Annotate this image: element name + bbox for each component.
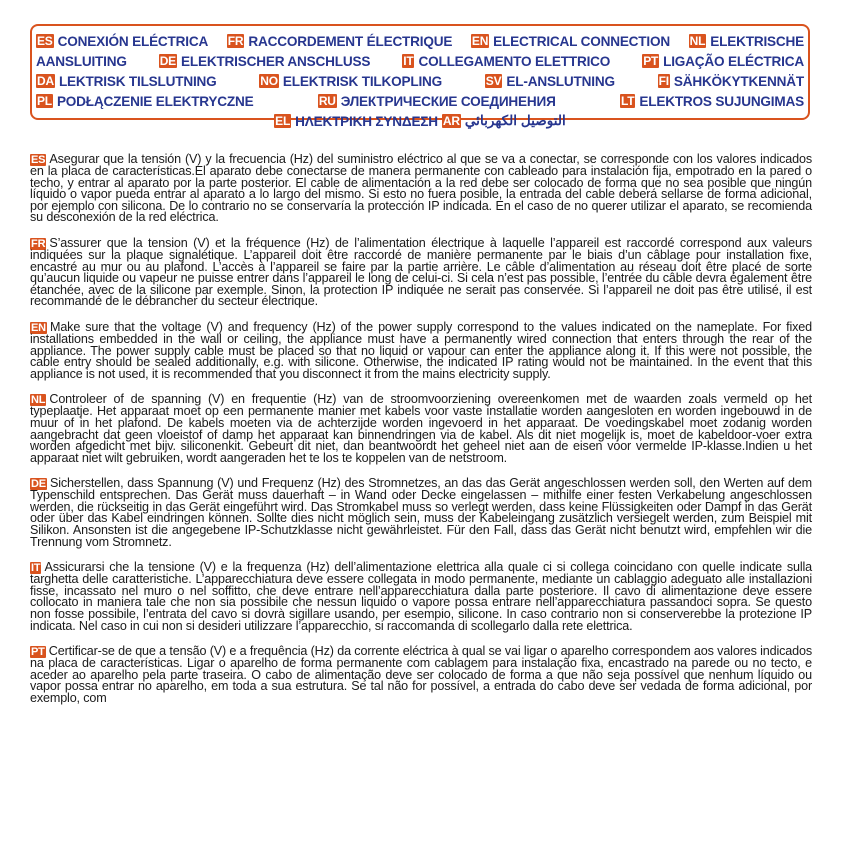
title-line-3 <box>36 71 804 91</box>
title-it <box>402 54 610 69</box>
lang-code-da: DA <box>37 74 54 88</box>
paragraph-text-de: Sicherstellen, dass Spannung (V) und Frequenz (Hz) des Stromnetzes, an das das Gerät angeschlossen werden soll, den Werten auf dem Typenschild entsprechen. Das Gerät muss dauerhaft – in Wand oder Decke eingelassen – mithilfe einer festen Verkabelung angeschlossen werden, die rückseitig in das Gerät eingeführt wird. Das Stromkabel muss so verlegt werden, dass keine Flüssigkeiten oder Dampf in das Gerät oder über das Kabel eindringen können. Sollte dies nicht möglich sein, muss der Kabeleingang zusätzlich versiegelt werden, zum Beispiel mit Silikon. Ansonsten ist die angegebene IP-Schutzklasse nicht gewährleistet. Für den Fall, dass das Gerät nicht benutzt wird, empfehlen wir die Trennung vom Stromnetz. <box>30 476 812 549</box>
title-el <box>274 114 438 129</box>
title-line-1 <box>36 31 804 51</box>
title-label-nl: ELEKTRISCHE <box>710 33 804 49</box>
title-lt <box>620 94 804 109</box>
paragraph-en <box>30 319 812 381</box>
lang-code-lt: LT <box>620 94 635 108</box>
title-pt <box>642 54 804 69</box>
paragraph-text-fr: S’assurer que la tension (V) et la fréquence (Hz) de l’alimentation électrique à laquelle l’appareil est raccordé correspond aux valeurs indiquées sur la plaque signalétique. L’appareil doit être raccordé de manière permanente par le biais d’un câblage pour installation fixe, encastré au mur ou au plafond. L’accès à l’appareil se faire par la partie arrière. Le câble d’alimentation au réseau doit être placé de sorte qu’aucun liquide ou vapeur ne puisse entrer dans l’appareil le long de celui-ci. Si cela n’est pas possible, l’entrée du câble devra également être étanchée, avec de la silicone par exemple. Sinon, la protection IP indiquée ne serait pas conservée. Si l’appareil ne doit pas être utilisé, il est recommandé de le débrancher du secteur électrique. <box>30 235 812 309</box>
lang-code-nl: NL <box>689 34 706 48</box>
lang-code-de: DE <box>159 54 176 68</box>
title-label-en: ELECTRICAL CONNECTION <box>493 33 670 49</box>
title-pl <box>36 94 253 109</box>
title-sv <box>485 74 615 89</box>
title-label-es: CONEXIÓN ELÉCTRICA <box>57 33 209 49</box>
paragraph-text-it: Assicurarsi che la tensione (V) e la frequenza (Hz) dell’alimentazione elettrica alla quale ci si collega coincidano con quelle indicate sulla targhetta delle caratteristiche. L’apparecchiatura deve essere collegata in modo permanente, mediante un cablaggio adeguato alle installazioni fisse, incassato nel muro o nel soffitto, che deve entrare nell’apparecchiatura dalla parte posteriore. Il cavo di alimentazione deve essere collocato in maniera tale che non sia possibile che nessun liquido o vapore possa entrare nell’apparecchiatura passandoci sopra. Se questo non fosse possibile, l’entrata del cavo si dovrà sigillare usando, per esempio, silicone. In caso contrario non si conserverebbe la protezione IP indicata. Nel caso in cui non si desideri utilizzare l’apparecchio, si raccomanda di scollegarlo dalla rete elettrica. <box>30 560 812 633</box>
paragraph-nl <box>30 394 812 464</box>
title-no <box>259 74 442 89</box>
lang-code-ar: AR <box>442 114 460 128</box>
paragraph-fr <box>30 235 812 309</box>
lang-code-no: NO <box>260 74 278 88</box>
title-da <box>36 74 217 89</box>
lang-code-it-body: IT <box>31 562 41 575</box>
title-de <box>159 54 370 69</box>
title-ru <box>318 94 556 109</box>
lang-code-pl: PL <box>37 94 52 108</box>
paragraph-de <box>30 478 812 548</box>
paragraph-text-en: Make sure that the voltage (V) and frequency (Hz) of the power supply correspond to the values indicated on the nameplate. For fixed installations embedded in the wall or ceiling, the appliance must have a permanently wired connection that enters through the rear of the appliance. The power supply cable must be placed so that no liquid or vapour can enter the appliance along it. If this were not possible, the cable entry should be sealed additionally, e.g. with silicone. Otherwise, the indicated IP rating would not be maintained. In the event that this appliance is not used, it is recommended that you disconnect it from the mains electricity supply. <box>30 319 812 381</box>
lang-code-de-body: DE <box>31 478 46 491</box>
title-label-el: ΗΛΕΚΤΡΙΚΗ ΣΥΝΔΕΣΗ <box>295 113 438 129</box>
title-fr <box>227 34 452 49</box>
paragraph-text-es: Asegurar que la tensión (V) y la frecuencia (Hz) del suministro eléctrico al que se va a conectar, se corresponde con los valores indicados en la placa de características.El aparato debe conectarse de manera permanente con cableado para instalación fija, empotrado en la pared o techo, y entrar al aparato por la parte posterior. El cable de alimentación a la red debe ser colocado de forma que no sea posible que ningún líquido o vapor pueda entrar al aparato a lo largo del mismo. Si esto no fuera posible, la entrada del cable deberá sellarse de forma adicional, por ejemplo con silicona. De lo contrario no se conservaría la protección IP indicada. En el caso de no querer utilizar el aparato, se recomienda su desconexión de la red eléctrica. <box>30 152 812 225</box>
title-line-4 <box>36 91 804 111</box>
title-label-fi: SÄHKÖKYTKENNÄT <box>673 73 804 89</box>
language-title-box <box>30 24 810 129</box>
title-fi <box>658 74 804 89</box>
title-label-it: COLLEGAMENTO ELETTRICO <box>418 53 611 69</box>
title-en <box>471 34 670 49</box>
title-label-no: ELEKTRISK TILKOPLING <box>282 73 443 89</box>
lang-code-sv: SV <box>485 74 502 88</box>
lang-code-fr-body: FR <box>31 237 46 250</box>
title-es <box>36 34 208 49</box>
paragraph-it <box>30 562 812 632</box>
title-line-5 <box>36 111 804 131</box>
title-label-da: LEKTRISK TILSLUTNING <box>58 73 217 89</box>
title-label-ar: التوصيل الكهربائي <box>464 113 566 128</box>
lang-code-it: IT <box>403 54 414 68</box>
lang-code-en: EN <box>471 34 489 48</box>
title-label-de: ELEKTRISCHER ANSCHLUSS <box>180 53 371 69</box>
lang-code-es: ES <box>37 34 53 48</box>
lang-code-fr: FR <box>227 34 244 48</box>
paragraph-es <box>30 154 812 224</box>
title-nl <box>689 34 804 49</box>
instructions-body <box>30 154 812 719</box>
lang-code-el: EL <box>275 114 291 128</box>
lang-code-pt: PT <box>643 54 659 68</box>
lang-code-ru: RU <box>318 94 336 108</box>
lang-code-en-body: EN <box>31 321 46 334</box>
title-line-2 <box>36 51 804 71</box>
paragraph-text-pt: Certificar-se de que a tensão (V) e a frequência (Hz) da corrente eléctrica à qual se vai ligar o aparelho correspondem aos valores indicados na placa de características. Ligar o aparelho de forma permanente com cablagem para instalação fixa, encastrado na parede ou no tecto, e aceder ao aparelho pela parte traseira. O cabo de alimentação deve ser colocado de forma a que não seja possível que nenhum líquido ou vapor possa entrar no aparelho, em toda a sua estrutura. Se tal não for possível, a entrada do cabo deve ser vedada de forma adicional, por exemplo, com <box>30 644 812 705</box>
title-label-fr: RACCORDEMENT ÉLECTRIQUE <box>248 33 453 49</box>
title-label-sv: EL-ANSLUTNING <box>506 73 615 89</box>
title-nl-cont <box>36 54 127 69</box>
paragraph-pt <box>30 646 812 704</box>
title-label-pl: PODŁĄCZENIE ELEKTRYCZNE <box>56 93 254 109</box>
paragraph-text-nl: Controleer of de spanning (V) en frequentie (Hz) van de stroomvoorziening overeenkomen met de waarden zoals vermeld op het typeplaatje. Het apparaat moet op een permanente manier met kabels voor vaste installatie worden aangesloten en worden ingebouwd in de muur of in het plafond. De kabels moeten via de achterzijde worden ingevoerd in het apparaat. De voedingskabel moet zodanig worden aangebracht dat geen vloeistof of damp het apparaat kan binnendringen via de kabel. Als dit niet mogelijk is, moet de kabeldoor-voer extra worden afgedicht met bijv. siliconenkit. Gebeurt dit niet, dan beantwoordt het geheel niet aan de eisen voor vermelde IP-klasse.Indien u het apparaat niet wilt gebruiken, wordt aangeraden het te los te koppelen van de netstroom. <box>30 392 812 465</box>
title-label-ru: ЭЛЕКТРИЧЕСКИЕ СОЕДИНЕНИЯ <box>340 93 556 109</box>
lang-code-nl-body: NL <box>31 394 46 407</box>
title-label-nl-cont: AANSLUITING <box>36 53 127 69</box>
title-label-pt: LIGAÇÃO ELÉCTRICA <box>663 53 804 69</box>
lang-code-fi: FI <box>658 74 669 88</box>
lang-code-es-body: ES <box>31 154 46 166</box>
lang-code-pt-body: PT <box>31 646 45 659</box>
title-label-lt: ELEKTROS SUJUNGIMAS <box>639 93 804 109</box>
title-ar <box>442 113 566 129</box>
